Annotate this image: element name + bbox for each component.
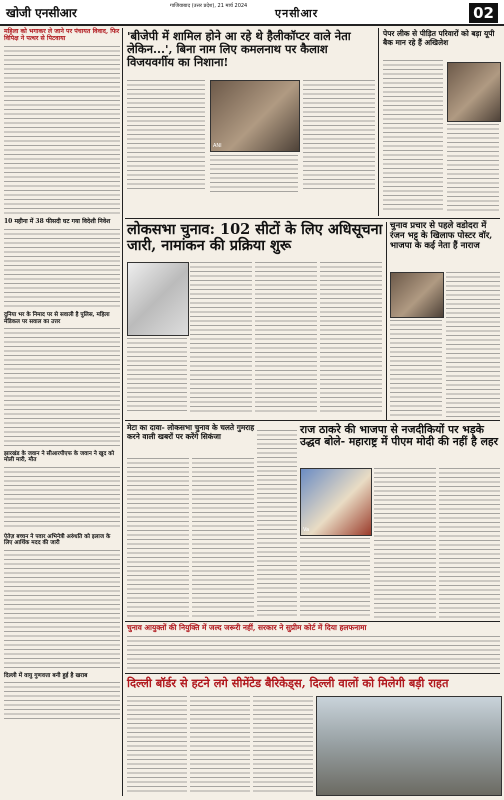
- story-body: [192, 458, 254, 618]
- left-column: [4, 28, 120, 796]
- right-mid-story: [390, 222, 500, 252]
- story-body: [4, 550, 120, 668]
- story-body: [300, 538, 370, 618]
- story-body: [4, 46, 120, 214]
- section-divider: [125, 673, 500, 674]
- column-divider: [386, 222, 387, 420]
- story-body: [253, 696, 313, 794]
- news-photo: [447, 62, 501, 122]
- story-body: [127, 636, 500, 670]
- story-headline: दिल्ली बॉर्डर से हटने लगे सीमेंटेड बैरिकेड्स, दिल्ली वालों को मिलेगी बड़ी राहत: [127, 676, 449, 690]
- story-body: [374, 468, 436, 618]
- lead-headline: 'बीजेपी में शामिल होने आ रहे थे हैलीकॉप्टर वाले नेता लेकिन...', बिना नाम लिए कमलनाथ पर कैलाश विजयवर्गीय का निशाना!: [127, 29, 351, 70]
- story-headline: पेपर लीक से पीड़ित परिवारों को बड़ा यूपी बैक मान रहे हैं अखिलेश: [383, 29, 495, 47]
- column-divider: [122, 28, 123, 796]
- raj-story: [300, 424, 500, 449]
- masthead: [0, 0, 504, 26]
- meta-story: [127, 424, 257, 441]
- dateline: गाजियाबाद (उत्तर प्रदेश), 21 मार्च 2024: [170, 3, 248, 9]
- story-body: [4, 229, 120, 307]
- story-headline: मेटा का दावा- लोकसभा चुनाव के चलते गुमराह करने वाली खबरों पर करेंगे सिकंजा: [127, 423, 255, 441]
- page-number: 02: [469, 3, 498, 23]
- section-title: एनसीआर: [275, 7, 319, 20]
- story-body: [4, 328, 120, 446]
- story-headline: झारखंड के जवान ने सीआरपीएफ के जवान ने खुद को मोली मारी, मौत: [4, 450, 115, 464]
- story-body: [439, 468, 500, 618]
- bottom-story: [127, 677, 500, 690]
- story-body: [320, 262, 382, 412]
- story-headline: चुनाव आयुक्तों की नियुक्ति में जल्द जरूरी नहीं, सरकार ने सुप्रीम कोर्ट में दिया हलफनामा: [127, 623, 367, 632]
- story-body: [383, 60, 443, 212]
- story-headline: महिला को भगाकर ले जाने पर पंचायत विवाद, फिर विपिक्ष ने पत्थर से पिटवाया: [4, 28, 120, 43]
- story-body: [190, 262, 252, 412]
- story-headline: दिल्ली में वायु गुणवत्ता बनी हुई है खराब: [4, 672, 88, 679]
- news-photo: [390, 272, 444, 318]
- section-divider: [125, 420, 500, 421]
- section-divider: [125, 218, 500, 219]
- news-photo: [210, 80, 300, 152]
- story-body: [446, 272, 500, 417]
- news-photo: [316, 696, 502, 796]
- story-headline: 10 महीना में 38 फीसदी घट गया विदेशी निवेश: [4, 218, 111, 226]
- story-body: [255, 262, 317, 412]
- lead-story: [127, 30, 375, 70]
- photo-caption: ANI: [213, 143, 222, 149]
- story-headline: चुनाव प्रचार से पहले वडोदरा में रंजन भट्ट के खिलाफ पोस्टर वॉर, भाजपा के कई नेता हैं नाराज: [390, 221, 493, 251]
- story-body: [257, 430, 297, 618]
- story-body: [127, 458, 189, 618]
- section-divider: [125, 621, 500, 622]
- right-top-story: [383, 30, 499, 47]
- story-body: [303, 80, 375, 192]
- story-body: [127, 338, 187, 412]
- news-photo: [300, 468, 372, 536]
- photo-caption: Va: [303, 527, 310, 533]
- banner-headline: लोकसभा चुनाव: 102 सीटों के लिए अधिसूचना जारी, नामांकन की प्रक्रिया शुरू: [127, 221, 383, 254]
- story-headline: राज ठाकरे की भाजपा से नजदीकियों पर भड़के उद्धव बोले- महाराष्ट्र में पीएम मोदी की नहीं है लहर: [300, 423, 499, 449]
- story-body: [127, 696, 187, 794]
- story-body: [447, 124, 499, 212]
- story-headline: दुनिया भर के निमाद पर से सवाली है पुलिस, महिला मेडिकल पर सवाल का उत्तर: [4, 312, 110, 325]
- story-body: [4, 682, 120, 722]
- story-body: [127, 80, 205, 192]
- brand-name: खोजी एनसीआर: [6, 6, 77, 20]
- story-body: [190, 696, 250, 794]
- news-photo: [127, 262, 189, 336]
- story-body: [390, 320, 442, 417]
- story-body: [4, 467, 120, 529]
- story-headline: ऐतेज़ बच्चन ने पवार अभिनेत्री अरुंधति को इलाज के लिए आर्थिक मदद की जारी: [4, 533, 111, 547]
- banner-story: [127, 222, 383, 254]
- story-body: [210, 155, 298, 192]
- column-divider: [378, 28, 379, 216]
- court-story: [127, 624, 500, 633]
